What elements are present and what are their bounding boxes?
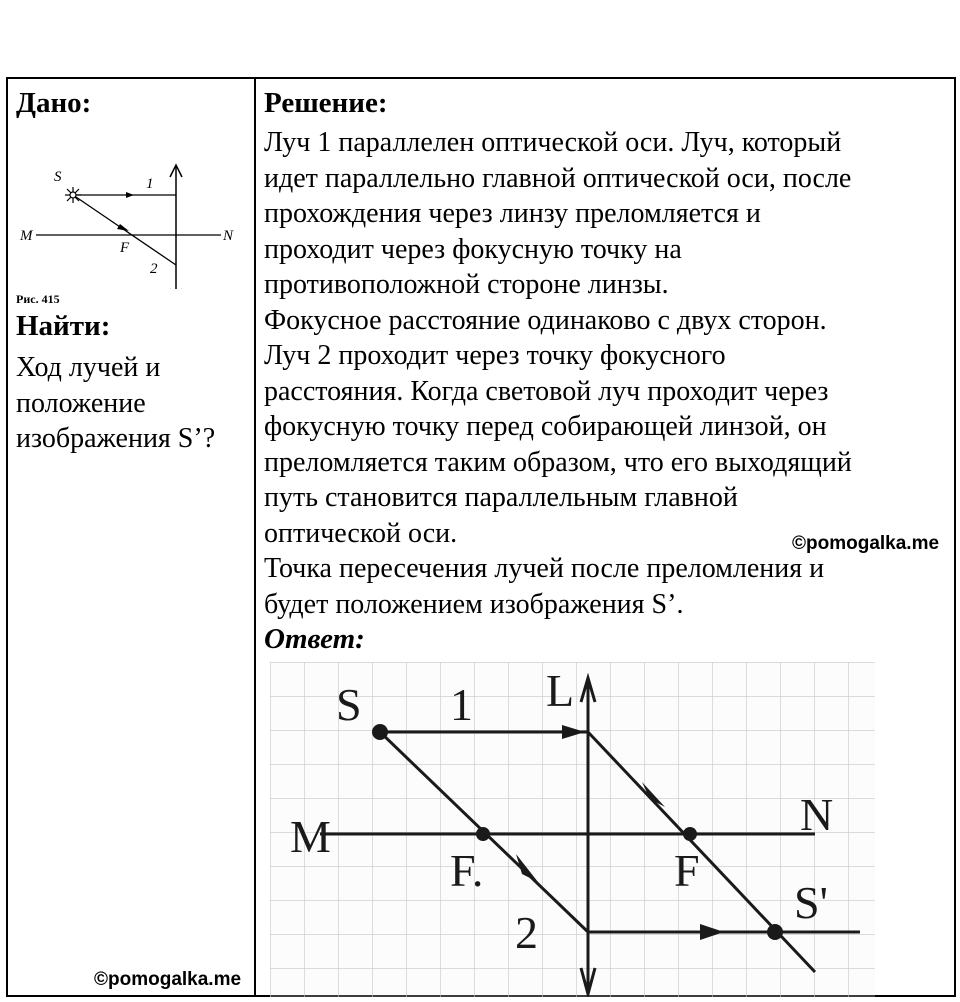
- solution-line: прохождения через линзу преломляется и: [264, 198, 761, 229]
- source-point: [372, 724, 388, 740]
- answer-label-l: L: [546, 665, 575, 716]
- given-column: [16, 85, 248, 457]
- solution-title: Решение:: [264, 87, 388, 119]
- image-point: [767, 924, 783, 940]
- find-line: положение: [16, 387, 146, 419]
- answer-drawing: [270, 662, 880, 997]
- watermark-left: ©pomogalka.me: [94, 969, 242, 990]
- given-title: Дано:: [16, 87, 92, 119]
- solution-line: расстояния. Когда световой луч проходит через: [264, 375, 829, 407]
- find-title: Найти:: [16, 310, 111, 342]
- column-divider: [254, 79, 256, 995]
- answer-label-f-left: F.: [450, 845, 484, 896]
- fig-label-f: F: [120, 240, 130, 256]
- solution-line: Луч 2 проходит через точку фокусного: [264, 340, 726, 371]
- answer-label-s-image: S': [794, 877, 828, 928]
- figure-caption: Рис. 415: [16, 292, 60, 306]
- solution-line: оптической оси.: [264, 517, 458, 549]
- solution-line: преломляется таким образом, что его выходящий: [264, 446, 852, 478]
- watermark-right: ©pomogalka.me: [792, 533, 940, 554]
- solution-line: Луч 1 параллелен оптической оси. Луч, который: [264, 127, 842, 158]
- find-text: [16, 350, 248, 457]
- solution-line: проходит через фокусную точку на: [264, 233, 682, 265]
- solution-line: идет параллельно главной оптической оси, после: [264, 162, 852, 194]
- answer-label: Ответ:: [264, 623, 365, 655]
- answer-label-2: 2: [515, 907, 538, 958]
- solution-line: противоположной стороне линзы.: [264, 269, 669, 300]
- solution-column: [264, 85, 954, 656]
- solution-line: путь становится параллельным главной: [264, 482, 738, 513]
- fig-label-1: 1: [146, 176, 154, 192]
- answer-label-n: N: [800, 789, 834, 840]
- answer-label-m: M: [290, 811, 331, 862]
- focus-right-point: [683, 827, 697, 841]
- solution-line: будет положением изображения S’.: [264, 588, 684, 620]
- answer-label-f-right: F: [674, 845, 700, 896]
- fig-label-2: 2: [150, 261, 158, 277]
- solution-line: Фокусное расстояние одинаково с двух сторон.: [264, 304, 827, 336]
- fig-label-m: M: [20, 228, 33, 244]
- given-figure: [16, 121, 248, 289]
- solution-line: Точка пересечения лучей после преломления и: [264, 553, 825, 584]
- focus-left-point: [476, 827, 490, 841]
- task-table: [6, 77, 956, 997]
- answer-label-1: 1: [450, 679, 473, 730]
- fig-label-s: S: [54, 169, 62, 185]
- answer-label-s: S: [336, 679, 362, 730]
- find-line: изображения S’?: [16, 423, 216, 454]
- find-line: Ход лучей и: [16, 352, 161, 383]
- solution-line: фокусную точку перед собирающей линзой, он: [264, 411, 827, 442]
- fig-label-n: N: [223, 228, 234, 244]
